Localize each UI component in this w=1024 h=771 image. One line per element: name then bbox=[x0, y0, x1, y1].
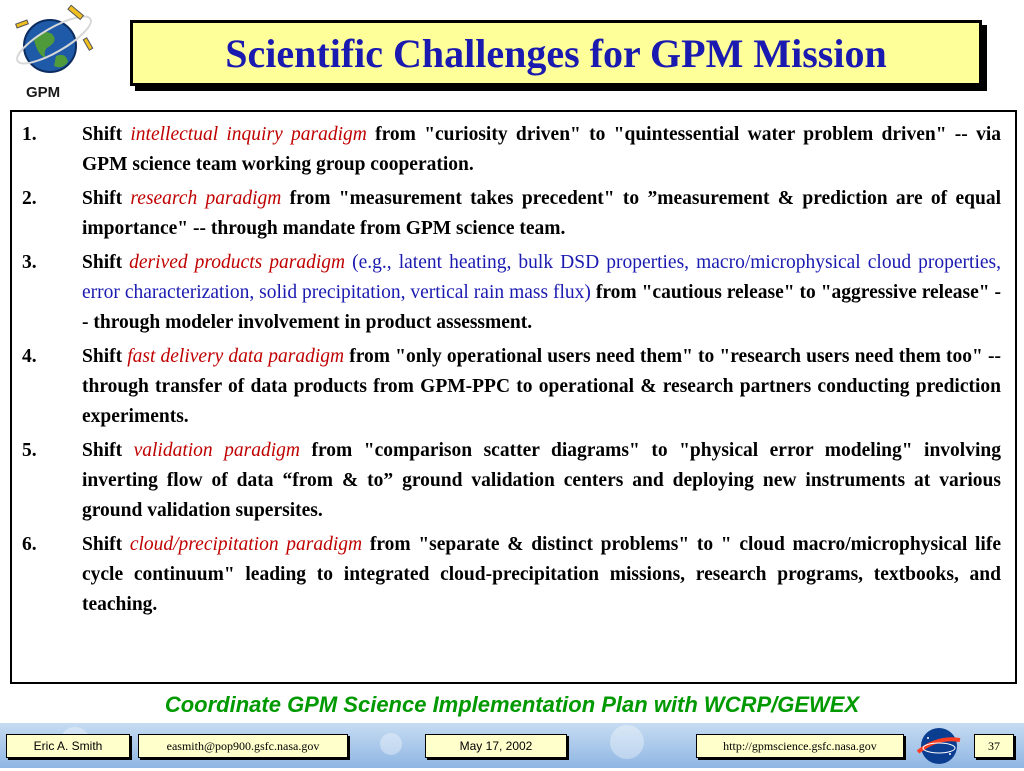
list-item bbox=[22, 342, 1001, 432]
item-text bbox=[82, 530, 1001, 620]
website-link[interactable]: http://gpmscience.gsfc.nasa.gov bbox=[696, 734, 904, 758]
nasa-logo bbox=[914, 726, 964, 766]
item-text bbox=[82, 248, 1001, 338]
paradigm-name: cloud/precipitation paradigm bbox=[129, 534, 363, 555]
paradigm-name: fast delivery data paradigm bbox=[127, 346, 345, 367]
item-text bbox=[82, 342, 1001, 432]
list-item bbox=[22, 120, 1001, 180]
item-number: 4. bbox=[22, 346, 37, 367]
author-name: Eric A. Smith bbox=[6, 734, 130, 758]
page-number: 37 bbox=[974, 734, 1014, 758]
item-number: 2. bbox=[22, 188, 37, 209]
item-description: from "only operational users need them" to "research users need them too" -- through transfer of data products from GPM-PPC to operational & research partners conducting prediction experiments. bbox=[82, 346, 1001, 427]
footer-statement: Coordinate GPM Science Implementation Plan with WCRP/GEWEX bbox=[164, 692, 860, 717]
item-description: from "cautious release" to "aggressive release" -- through modeler involvement in product assessment. bbox=[82, 282, 1001, 333]
item-description: from "curiosity driven" to "quintessential water problem driven" -- via GPM science team working group cooperation. bbox=[82, 124, 1001, 175]
item-number: 5. bbox=[22, 440, 37, 461]
list-item bbox=[22, 530, 1001, 620]
item-number: 3. bbox=[22, 252, 37, 273]
nasa-meatball-icon bbox=[914, 726, 964, 766]
paradigm-name: research paradigm bbox=[130, 188, 282, 209]
item-prefix: Shift bbox=[82, 534, 130, 555]
item-description: from "measurement takes precedent" to ”measurement & prediction are of equal importance" -- through mandate from GPM science team. bbox=[82, 188, 1001, 239]
item-prefix: Shift bbox=[82, 252, 130, 273]
presentation-date: May 17, 2002 bbox=[425, 734, 567, 758]
item-prefix: Shift bbox=[82, 346, 128, 367]
challenges-list bbox=[10, 110, 1017, 684]
item-text bbox=[82, 436, 1001, 526]
item-prefix: Shift bbox=[82, 440, 134, 461]
item-number: 1. bbox=[22, 124, 37, 145]
paradigm-name: intellectual inquiry paradigm bbox=[130, 124, 367, 145]
list-item bbox=[22, 248, 1001, 338]
paradigm-name: derived products paradigm bbox=[129, 252, 346, 273]
item-description: from "separate & distinct problems" to " cloud macro/microphysical life cycle continuum" leading to integrated cloud-precipitation missions, research programs, textbooks, and teaching. bbox=[82, 534, 1002, 615]
list-item bbox=[22, 436, 1001, 526]
item-number: 6. bbox=[22, 534, 37, 555]
title-box bbox=[130, 20, 982, 86]
item-prefix: Shift bbox=[82, 124, 131, 145]
author-email[interactable]: easmith@pop900.gsfc.nasa.gov bbox=[138, 734, 348, 758]
logo-text: GPM bbox=[26, 84, 61, 101]
item-prefix: Shift bbox=[82, 188, 131, 209]
item-description: from "comparison scatter diagrams" to "physical error modeling" involving inverting flow of data “from & to” ground validation centers and deploying new instruments at various ground validation supersites. bbox=[82, 440, 1001, 521]
paradigm-name: validation paradigm bbox=[133, 440, 300, 461]
item-text bbox=[82, 184, 1001, 244]
paradigm-examples: (e.g., latent heating, bulk DSD properties, macro/microphysical cloud properties, error characterization, solid precipitation, vertical rain mass flux) bbox=[82, 252, 1001, 303]
list-item bbox=[22, 184, 1001, 244]
page-title: Scientific Challenges for GPM Mission bbox=[225, 30, 887, 76]
item-text bbox=[82, 120, 1001, 180]
